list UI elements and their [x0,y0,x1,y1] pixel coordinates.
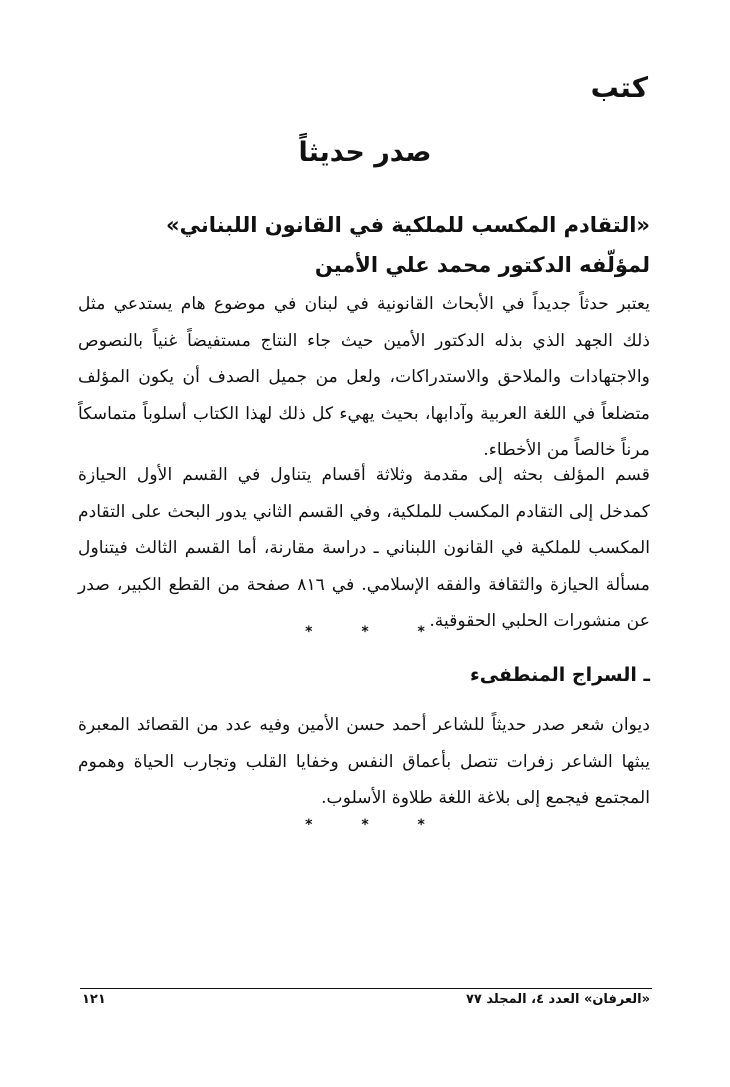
article-paragraph: قسم المؤلف بحثه إلى مقدمة وثلاثة أقسام يتناول في القسم الأول الحيازة كمدخل إلى التقادم المكسب للملكية، وفي القسم الثاني يدور البحث على التقادم المكسب للملكية في القانون اللبناني ـ دراسة مقارنة، أما القسم الثالث فيتناول مسألة الحيازة والثقافة والفقه الإسلامي. في ٨١٦ صفحة من القطع الكبير، صدر عن منشورات الحلبي الحقوقية. [78,465,650,631]
section-divider: * * * [305,624,447,640]
section-divider: * * * [305,817,447,833]
page-title: صدر حديثاً [298,137,432,168]
article-paragraph: يعتبر حدثاً جديداً في الأبحاث القانونية في لبنان في موضوع هام يستدعي مثل ذلك الجهد الذي بذله الدكتور الأمين حيث جاء النتاج مستفيضاً غنياً بالنصوص والاجتهادات والملاحق والاستدراكات، ولعل من جميل الصدف أن يكون المؤلف متضلعاً في اللغة العربية وآدابها، بحيث يهيء كل ذلك لهذا الكتاب أسلوباً متماسكاً مرناً خالصاً من الأخطاء. [78,294,650,460]
section-label: كتب [590,71,648,104]
page-number: ١٢١ [82,992,106,1007]
book-author: لمؤلّفه الدكتور محمد علي الأمين [314,253,650,277]
book-title: «التقادم المكسب للملكية في القانون اللبناني» [166,213,650,237]
book-title: ـ السراج المنطفىء [470,664,650,686]
footer-journal-info: «العرفان» العدد ٤، المجلد ٧٧ [465,992,650,1007]
article-paragraph: ديوان شعر صدر حديثاً للشاعر أحمد حسن الأمين وفيه عدد من القصائد المعبرة يبثها الشاعر زفرات تتصل بأعماق النفس وخفايا القلب وتجارب الحياة وهموم المجتمع فيجمع إلى بلاغة اللغة طلاوة الأسلوب. [78,715,650,808]
footer-rule [80,988,652,989]
